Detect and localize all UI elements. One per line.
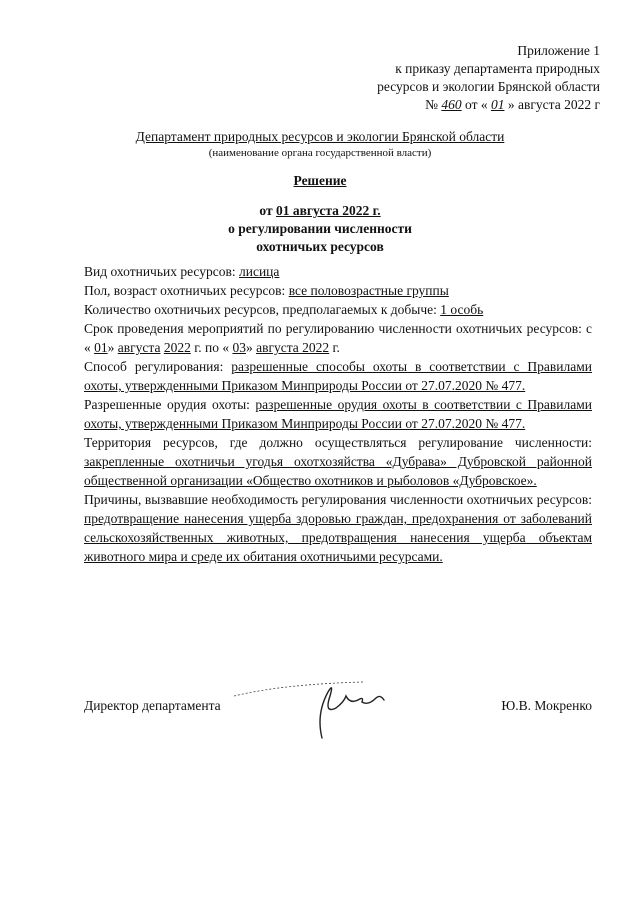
territory-value: закрепленные охотничьи угодья охотхозяйства «Дубрава» Дубровской районной общественной организации «Общество охотников и рыболовов «Дубровское». <box>84 454 592 488</box>
appendix-line1: Приложение 1 <box>517 43 600 58</box>
decision-date-line <box>0 202 640 220</box>
species-label: Вид охотничьих ресурсов: <box>84 264 239 279</box>
term-sep2: г. по « <box>190 340 233 355</box>
term-day-start: 01 <box>94 340 108 355</box>
tools-paragraph <box>84 395 592 433</box>
authority-block <box>0 128 640 161</box>
decision-title <box>0 172 640 256</box>
species-line <box>84 262 592 281</box>
decision-date: 01 августа 2022 г. <box>275 203 381 218</box>
appendix-number-line <box>300 96 600 114</box>
term-sep3: » <box>245 340 257 355</box>
sex-age-line <box>84 281 592 300</box>
sex-age-label: Пол, возраст охотничьих ресурсов: <box>84 283 289 298</box>
reasons-value: предотвращение нанесения ущерба здоровью граждан, предохранения от заболеваний сельскохозяйственных животных, предотвращения нанесения ущерба объектам животного мира и среде их обитания охотничьими ресурсами. <box>84 511 592 564</box>
count-value: 1 особь <box>440 302 484 317</box>
term-day-end: 03 <box>232 340 246 355</box>
appendix-header <box>300 42 600 114</box>
reasons-paragraph <box>84 490 592 566</box>
authority-name: Департамент природных ресурсов и экологии Брянской области <box>135 129 505 144</box>
count-label: Количество охотничьих ресурсов, предполагаемых к добыче: <box>84 302 441 317</box>
handwritten-signature <box>224 674 424 744</box>
sex-age-value: все половозрастные группы <box>288 283 449 298</box>
decision-from-prefix: от <box>259 203 276 218</box>
territory-paragraph <box>84 433 592 490</box>
tools-label: Разрешенные орудия охоты: <box>84 397 256 412</box>
authority-note: (наименование органа государственной власти) <box>208 147 432 159</box>
decision-heading: Решение <box>293 173 347 188</box>
signature-block <box>84 688 592 748</box>
term-month-start: августа <box>117 340 161 355</box>
order-date-rest: » августа 2022 г <box>507 97 600 112</box>
term-sep1: » <box>107 340 118 355</box>
signatory-name: Ю.В. Мокренко <box>501 698 592 713</box>
signatory-position: Директор департамента <box>84 698 221 713</box>
tools-value: разрешенные орудия охоты в соответствии с Правилами охоты, утвержденными Приказом Минприроды России от 27.07.2020 № 477. <box>84 397 592 431</box>
method-label: Способ регулирования: <box>84 359 232 374</box>
count-line <box>84 300 592 319</box>
order-day: 01 <box>491 97 505 112</box>
appendix-line2: к приказу департамента природных <box>395 61 600 76</box>
territory-label: Территория ресурсов, где должно осуществляться регулирование численности: <box>84 435 592 450</box>
order-number: 460 <box>441 97 462 112</box>
from-label: от « <box>465 97 488 112</box>
decision-subject-line2: охотничьих ресурсов <box>256 239 384 254</box>
reasons-label: Причины, вызвавшие необходимость регулирования численности охотничьих ресурсов: <box>84 492 592 507</box>
term-year-start: 2022 <box>163 340 191 355</box>
method-paragraph <box>84 357 592 395</box>
term-end: г. <box>329 340 340 355</box>
term-paragraph <box>84 319 592 357</box>
term-month-end: августа 2022 <box>256 340 330 355</box>
decision-body <box>84 262 592 566</box>
appendix-line3: ресурсов и экологии Брянской области <box>377 79 600 94</box>
method-value: разрешенные способы охоты в соответствии с Правилами охоты, утвержденными Приказом Минприроды России от 27.07.2020 № 477. <box>84 359 593 393</box>
term-text: Срок проведения мероприятий по регулированию численности охотничьих ресурсов: с « <box>84 321 592 355</box>
species-value: лисица <box>238 264 280 279</box>
number-prefix: № <box>425 97 439 112</box>
decision-subject-line1: о регулировании численности <box>228 221 412 236</box>
